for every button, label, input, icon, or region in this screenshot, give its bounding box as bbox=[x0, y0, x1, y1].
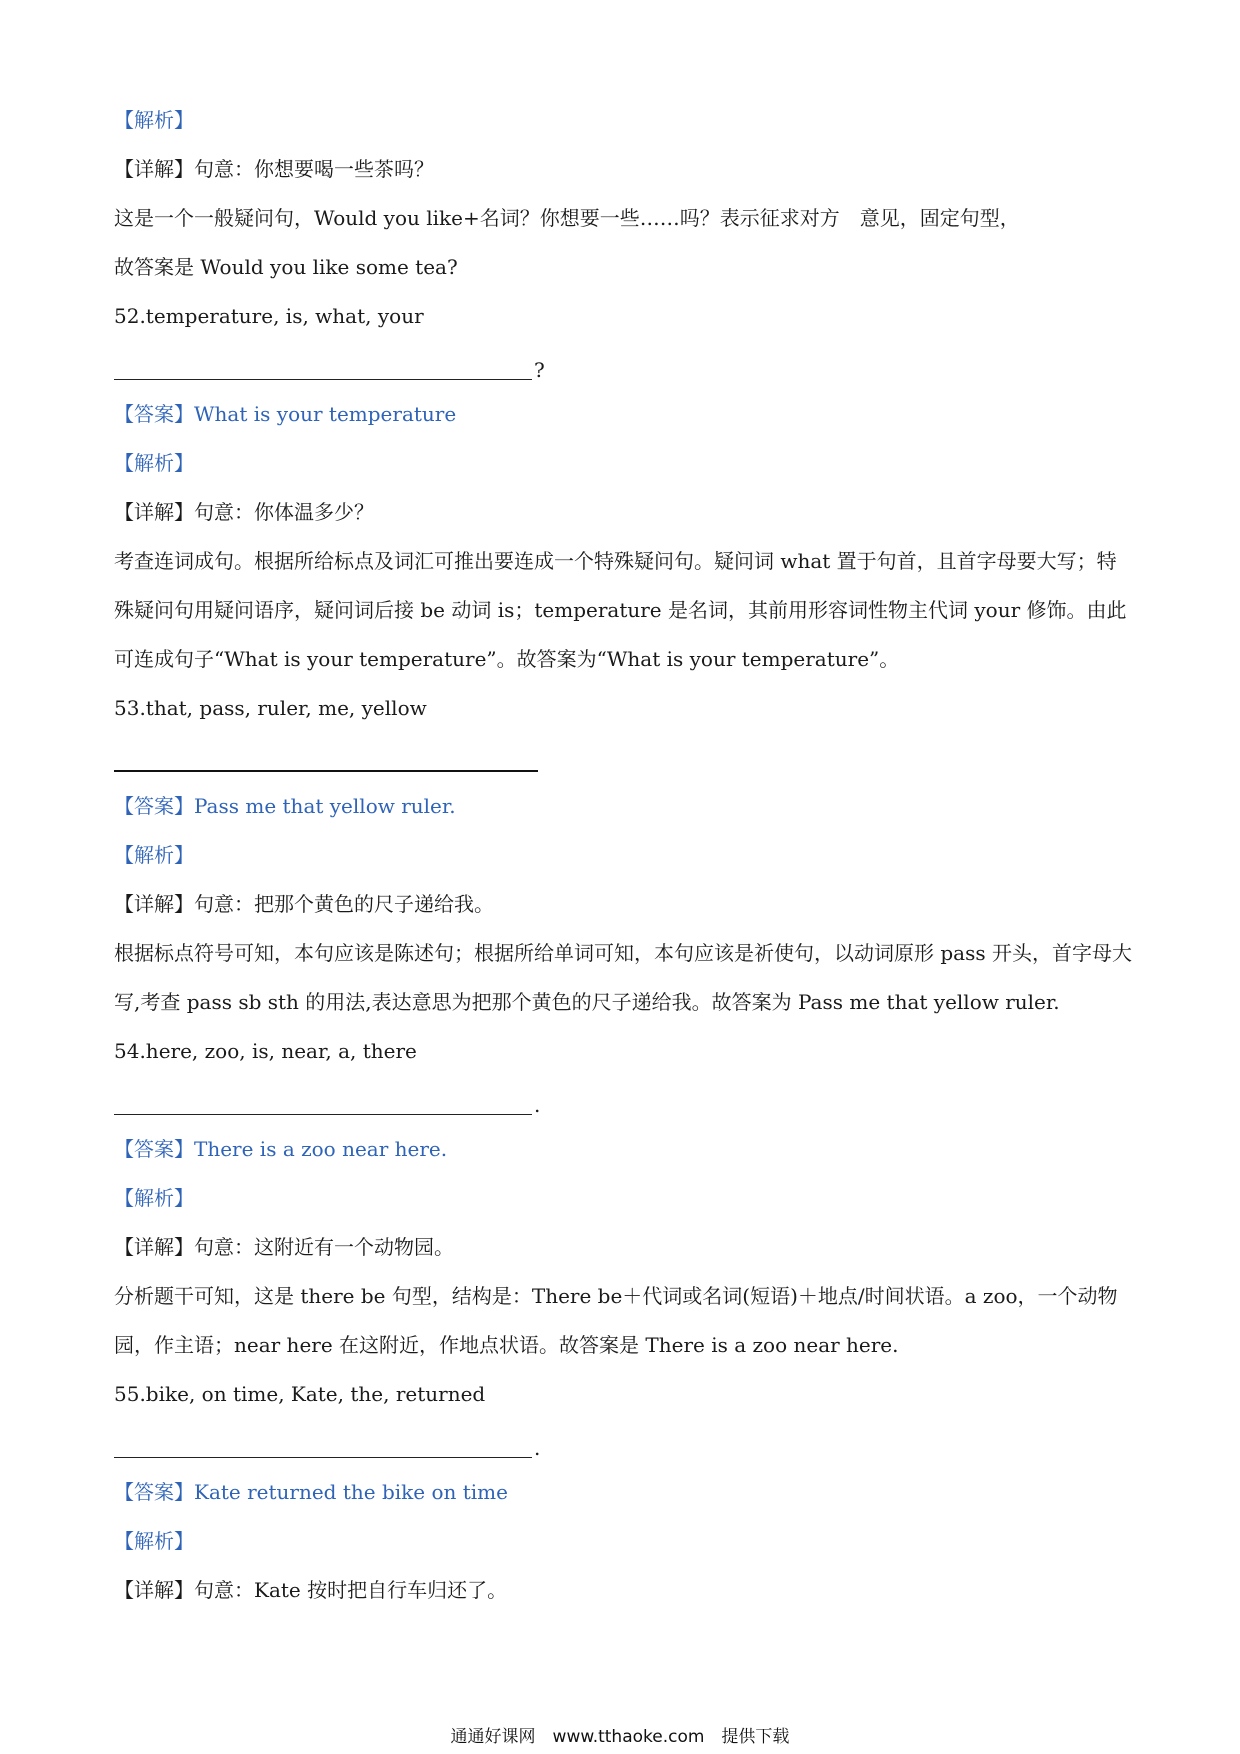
xiangjie-text: 【详解】句意：把那个黄色的尺子递给我。 bbox=[114, 892, 494, 916]
question-55: 55.bike, on time, Kate, the, returned bbox=[114, 1382, 486, 1406]
answer-label: 【答案】Pass me that yellow ruler. bbox=[114, 794, 456, 818]
answer-label: 【答案】Kate returned the bike on time bbox=[114, 1480, 508, 1504]
xiangjie-text: 【详解】句意：这附近有一个动物园。 bbox=[114, 1235, 454, 1259]
document-page bbox=[114, 96, 1134, 1615]
blank-line bbox=[114, 1457, 532, 1458]
blank-line bbox=[114, 379, 532, 380]
analysis-text: 分析题干可知，这是 there be 句型，结构是：There be＋代词或名词(短语)＋地点/时间状语。a zoo，一个动物园，作主语；near here 在这附近，作地点状语。故答案是 There is a zoo near here. bbox=[114, 1284, 1118, 1357]
jiexi-label: 【解析】 bbox=[114, 451, 194, 475]
analysis-text: 根据标点符号可知，本句应该是陈述句；根据所给单词可知，本句应该是祈使句，以动词原形 pass 开头，首字母大写,考查 pass sb sth 的用法,表达意思为把那个黄色的尺子递给我。故答案为 Pass me that yellow ruler. bbox=[114, 941, 1132, 1014]
jiexi-label: 【解析】 bbox=[114, 108, 194, 132]
answer-label: 【答案】There is a zoo near here. bbox=[114, 1137, 448, 1161]
answer-blank bbox=[114, 1076, 1134, 1125]
xiangjie-text: 【详解】句意：你想要喝一些茶吗？ bbox=[114, 157, 434, 181]
blank-line bbox=[114, 1114, 532, 1115]
question-54: 54.here, zoo, is, near, a, there bbox=[114, 1039, 417, 1063]
question-53: 53.that, pass, ruler, me, yellow bbox=[114, 696, 427, 720]
blank-line bbox=[114, 770, 538, 772]
xiangjie-text: 【详解】句意：你体温多少？ bbox=[114, 500, 374, 524]
answer-blank bbox=[114, 341, 1134, 390]
answer-blank bbox=[114, 1419, 1134, 1468]
jiexi-label: 【解析】 bbox=[114, 1186, 194, 1210]
page-footer: 通通好课网 www.tthaoke.com 提供下载 bbox=[450, 1727, 790, 1747]
blank-punctuation: . bbox=[534, 1093, 541, 1117]
blank-punctuation: ? bbox=[534, 358, 545, 382]
analysis-text: 考查连词成句。根据所给标点及词汇可推出要连成一个特殊疑问句。疑问词 what 置于句首，且首字母要大写；特殊疑问句用疑问语序，疑问词后接 be 动词 is；temperature 是名词，其前用形容词性物主代词 your 修饰。由此可连成句子“What is your temperature”。故答案为“What is your temperature”。 bbox=[114, 549, 1127, 671]
answer-blank bbox=[114, 733, 1134, 782]
analysis-text: 这是一个一般疑问句，Would you like+名词？你想要一些……吗？表示征求对方 意见，固定句型，故答案是 Would you like some tea? bbox=[114, 206, 1020, 279]
blank-punctuation: . bbox=[534, 1436, 541, 1460]
jiexi-label: 【解析】 bbox=[114, 1529, 194, 1553]
xiangjie-text: 【详解】句意：Kate 按时把自行车归还了。 bbox=[114, 1578, 508, 1602]
answer-label: 【答案】What is your temperature bbox=[114, 402, 457, 426]
jiexi-label: 【解析】 bbox=[114, 843, 194, 867]
question-52: 52.temperature, is, what, your bbox=[114, 304, 424, 328]
